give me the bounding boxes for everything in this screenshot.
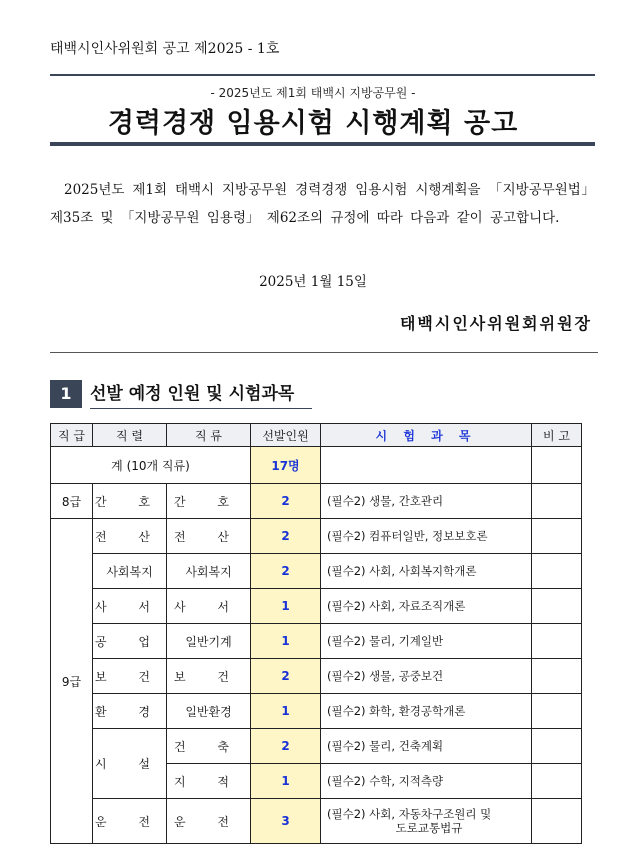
table-row <box>51 554 582 589</box>
header-series: 직 렬 <box>93 424 167 447</box>
grade-cell: 9급 <box>51 519 93 844</box>
subjects-cell: (필수2) 화학, 환경공학개론 <box>321 694 532 729</box>
series-cell: 전 산 <box>93 519 167 554</box>
subjects-cell: (필수2) 사회, 자료조직개론 <box>321 589 532 624</box>
table-row <box>51 694 582 729</box>
class-cell: 일반기계 <box>167 624 251 659</box>
signer: 태백시인사위원회위원장 <box>399 314 592 333</box>
table-row <box>51 589 582 624</box>
subjects-cell: (필수2) 사회, 사회복지학개론 <box>321 554 532 589</box>
notice-number: 태백시인사위원회 공고 제2025 - 1호 <box>50 41 280 57</box>
remarks-cell <box>532 659 582 694</box>
total-remarks-empty <box>532 447 582 484</box>
count-cell: 1 <box>251 624 321 659</box>
subjects-cell: (필수2) 수학, 지적측량 <box>321 764 532 799</box>
remarks-cell <box>532 729 582 764</box>
count-cell: 1 <box>251 589 321 624</box>
subjects-cell: (필수2) 생물, 간호관리 <box>321 484 532 519</box>
grade-cell: 8급 <box>51 484 93 519</box>
section-title: 선발 예정 인원 및 시험과목 <box>90 380 312 409</box>
body-paragraph: 2025년도 제1회 태백시 지방공무원 경력경쟁 임용시험 시행계획을 「지방공무원법」 제35조 및 「지방공무원 임용령」 제62조의 규정에 따라 다음과 같이 공고합니다. <box>50 182 595 226</box>
series-cell: 공 업 <box>93 624 167 659</box>
remarks-cell <box>532 624 582 659</box>
class-cell: 보 건 <box>167 659 251 694</box>
total-subjects-empty <box>321 447 532 484</box>
series-cell: 시 설 <box>93 729 167 799</box>
class-cell: 운 전 <box>167 799 251 844</box>
table-row <box>51 729 582 764</box>
subjects-line: 도로교통법규 <box>395 821 463 835</box>
table-row <box>51 799 582 844</box>
table-row <box>51 519 582 554</box>
total-count: 17명 <box>251 447 321 484</box>
count-cell: 2 <box>251 519 321 554</box>
total-label: 계 (10개 직류) <box>51 447 251 484</box>
class-cell: 전 산 <box>167 519 251 554</box>
class-cell: 간 호 <box>167 484 251 519</box>
subjects-cell: (필수2) 컴퓨터일반, 정보보호론 <box>321 519 532 554</box>
count-cell: 3 <box>251 799 321 844</box>
subtitle: - 2025년도 제1회 태백시 지방공무원 - <box>210 86 416 100</box>
series-cell: 간 호 <box>93 484 167 519</box>
class-cell: 건 축 <box>167 729 251 764</box>
remarks-cell <box>532 799 582 844</box>
section-number-badge: 1 <box>50 380 82 408</box>
count-cell: 2 <box>251 659 321 694</box>
subjects-line: (필수2) 사회, 자동차구조원리 및 <box>327 807 492 821</box>
section-divider <box>50 352 598 353</box>
header-subjects: 시 험 과 목 <box>321 424 532 447</box>
remarks-cell <box>532 519 582 554</box>
subjects-cell: (필수2) 물리, 건축계획 <box>321 729 532 764</box>
count-cell: 1 <box>251 694 321 729</box>
remarks-cell <box>532 554 582 589</box>
notice-date: 2025년 1월 15일 <box>259 274 367 290</box>
header-remarks: 비 고 <box>532 424 582 447</box>
class-cell: 지 적 <box>167 764 251 799</box>
table-header-row <box>51 424 582 447</box>
table-row <box>51 624 582 659</box>
remarks-cell <box>532 484 582 519</box>
title-bottom-rule <box>50 142 595 146</box>
header-count: 선발인원 <box>251 424 321 447</box>
remarks-cell <box>532 694 582 729</box>
table-total-row <box>51 447 582 484</box>
series-cell: 사회복지 <box>93 554 167 589</box>
class-cell: 사 서 <box>167 589 251 624</box>
series-cell: 운 전 <box>93 799 167 844</box>
subjects-cell: (필수2) 물리, 기계일반 <box>321 624 532 659</box>
subjects-cell <box>321 799 532 844</box>
count-cell: 1 <box>251 764 321 799</box>
remarks-cell <box>532 764 582 799</box>
series-cell: 환 경 <box>93 694 167 729</box>
subjects-cell: (필수2) 생물, 공중보건 <box>321 659 532 694</box>
count-cell: 2 <box>251 554 321 589</box>
series-cell: 사 서 <box>93 589 167 624</box>
count-cell: 2 <box>251 484 321 519</box>
header-class: 직 류 <box>167 424 251 447</box>
header-grade: 직 급 <box>51 424 93 447</box>
table-row <box>51 659 582 694</box>
title-top-rule <box>50 74 595 76</box>
count-cell: 2 <box>251 729 321 764</box>
page-title: 경력경쟁 임용시험 시행계획 공고 <box>107 108 519 139</box>
class-cell: 사회복지 <box>167 554 251 589</box>
table-row <box>51 484 582 519</box>
class-cell: 일반환경 <box>167 694 251 729</box>
recruitment-table <box>50 423 582 844</box>
remarks-cell <box>532 589 582 624</box>
series-cell: 보 건 <box>93 659 167 694</box>
